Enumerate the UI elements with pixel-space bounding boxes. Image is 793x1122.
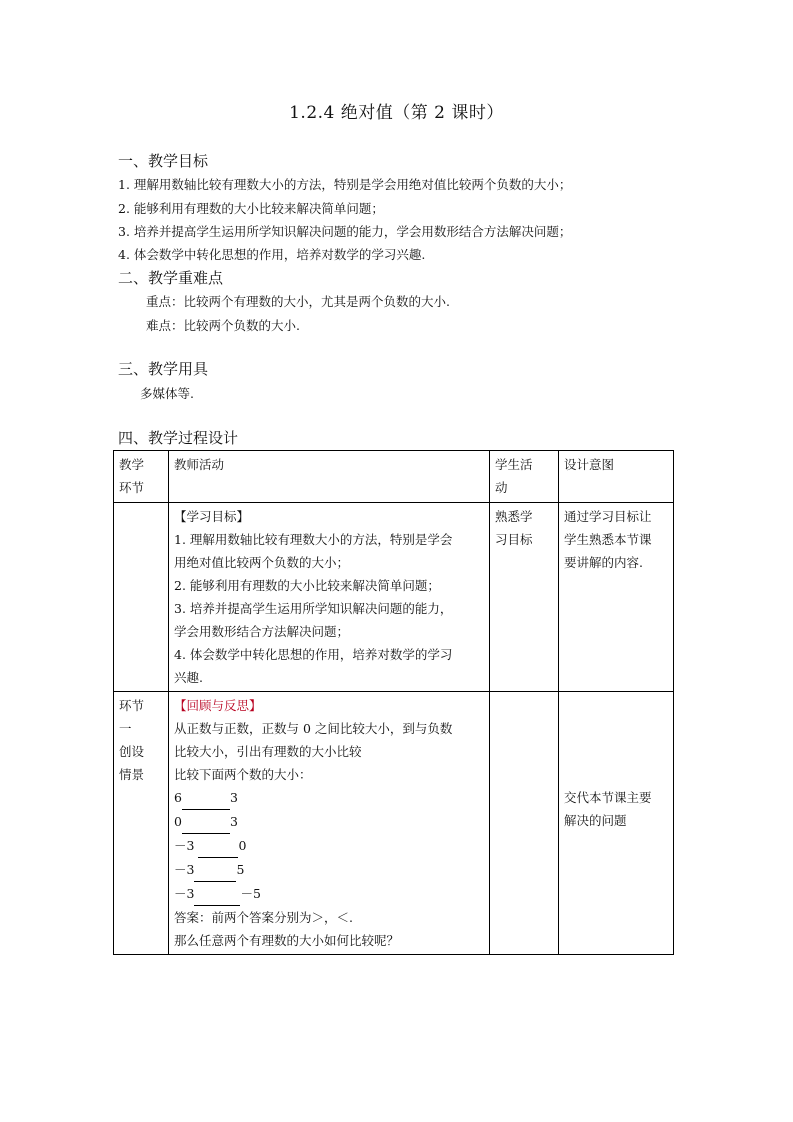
exercise-item	[174, 810, 484, 834]
design-intent-cell	[559, 692, 674, 955]
section-heading-process: 四、教学过程设计	[118, 429, 239, 447]
activity-line: 4. 体会数学中转化思想的作用，培养对数学的学习	[174, 647, 453, 662]
activity-line: 比较下面两个数的大小：	[174, 767, 312, 782]
section-heading-key-points: 二、教学重难点	[118, 269, 224, 287]
stage-line: 情景	[119, 767, 145, 782]
exercise-item	[174, 882, 484, 906]
student-line: 熟悉学	[495, 509, 533, 524]
exercise-item	[174, 786, 484, 810]
stage-line: 创设	[119, 744, 145, 759]
objective-item: 1. 理解用数轴比较有理数大小的方法，特别是学会用绝对值比较两个负数的大小；	[118, 177, 572, 192]
question-line: 那么任意两个有理数的大小如何比较呢？	[174, 933, 400, 948]
header-student-activity	[490, 451, 559, 503]
stage-line: 一	[119, 721, 132, 736]
header-design-intent: 设计意图	[559, 451, 674, 503]
intent-line: 交代本节课主要	[564, 790, 652, 805]
activity-line: 比较大小，引出有理数的大小比较	[174, 744, 362, 759]
header-text: 教学	[119, 457, 145, 472]
activity-line: 用绝对值比较两个负数的大小；	[174, 555, 350, 570]
table-row	[114, 503, 674, 692]
objective-item: 2. 能够利用有理数的大小比较来解决简单问题；	[118, 201, 384, 216]
header-text: 动	[495, 480, 508, 495]
activity-title: 【回顾与反思】	[174, 698, 262, 713]
teacher-activity-cell	[169, 692, 490, 955]
header-teacher-activity: 教师活动	[169, 451, 490, 503]
answer-blank	[182, 810, 230, 834]
difficulty-text: 难点：比较两个负数的大小.	[146, 318, 300, 333]
activity-line: 3. 培养并提高学生运用所学知识解决问题的能力，	[174, 601, 453, 616]
intent-line: 解决的问题	[564, 813, 627, 828]
activity-line: 从正数与正数，正数与 0 之间比较大小，到与负数	[174, 721, 453, 736]
exercise-left: －3	[174, 838, 195, 853]
exercise-right: 3	[229, 814, 238, 829]
objective-item: 4. 体会数学中转化思想的作用，培养对数学的学习兴趣.	[118, 247, 426, 262]
cell-spacer	[564, 694, 668, 786]
table-header-row	[114, 451, 674, 503]
answer-blank	[198, 834, 238, 858]
process-table	[113, 450, 674, 955]
exercise-item	[174, 834, 484, 858]
key-point-text: 重点：比较两个有理数的大小，尤其是两个负数的大小.	[146, 294, 450, 309]
answer-line: 答案：前两个答案分别为＞，＜.	[174, 910, 353, 925]
header-stage	[114, 451, 169, 503]
table-row	[114, 692, 674, 955]
activity-line: 学会用数形结合方法解决问题；	[174, 624, 350, 639]
answer-blank	[194, 858, 236, 882]
intent-line: 通过学习目标让	[564, 509, 652, 524]
student-line: 习目标	[495, 532, 533, 547]
exercise-left: －3	[174, 862, 195, 877]
header-text: 环节	[119, 480, 145, 495]
activity-line: 1. 理解用数轴比较有理数大小的方法，特别是学会	[174, 532, 453, 547]
stage-cell	[114, 692, 169, 955]
exercise-right: 3	[229, 790, 238, 805]
exercise-item	[174, 858, 484, 882]
intent-line: 要讲解的内容.	[564, 555, 643, 570]
exercise-left: －3	[174, 886, 195, 901]
exercise-right: 5	[236, 862, 245, 877]
activity-line: 兴趣.	[174, 670, 203, 685]
student-activity-cell	[490, 692, 559, 955]
stage-cell	[114, 503, 169, 692]
activity-title: 【学习目标】	[174, 509, 250, 524]
section-heading-objectives: 一、教学目标	[118, 152, 209, 170]
stage-line: 环节	[119, 698, 145, 713]
exercise-left: 6	[174, 790, 182, 805]
tools-text: 多媒体等.	[140, 386, 194, 401]
exercise-right: 0	[238, 838, 247, 853]
exercise-left: 0	[174, 814, 182, 829]
exercise-right: －5	[240, 886, 261, 901]
teacher-activity-cell	[169, 503, 490, 692]
page-title: 1.2.4 绝对值（第 2 课时）	[289, 103, 504, 123]
intent-line: 学生熟悉本节课	[564, 532, 652, 547]
answer-blank	[194, 882, 240, 906]
student-activity-cell	[490, 503, 559, 692]
section-heading-tools: 三、教学用具	[118, 360, 209, 378]
activity-line: 2. 能够利用有理数的大小比较来解决简单问题；	[174, 578, 440, 593]
objective-item: 3. 培养并提高学生运用所学知识解决问题的能力，学会用数形结合方法解决问题；	[118, 224, 572, 239]
header-text: 学生活	[495, 457, 533, 472]
answer-blank	[182, 786, 230, 810]
design-intent-cell	[559, 503, 674, 692]
